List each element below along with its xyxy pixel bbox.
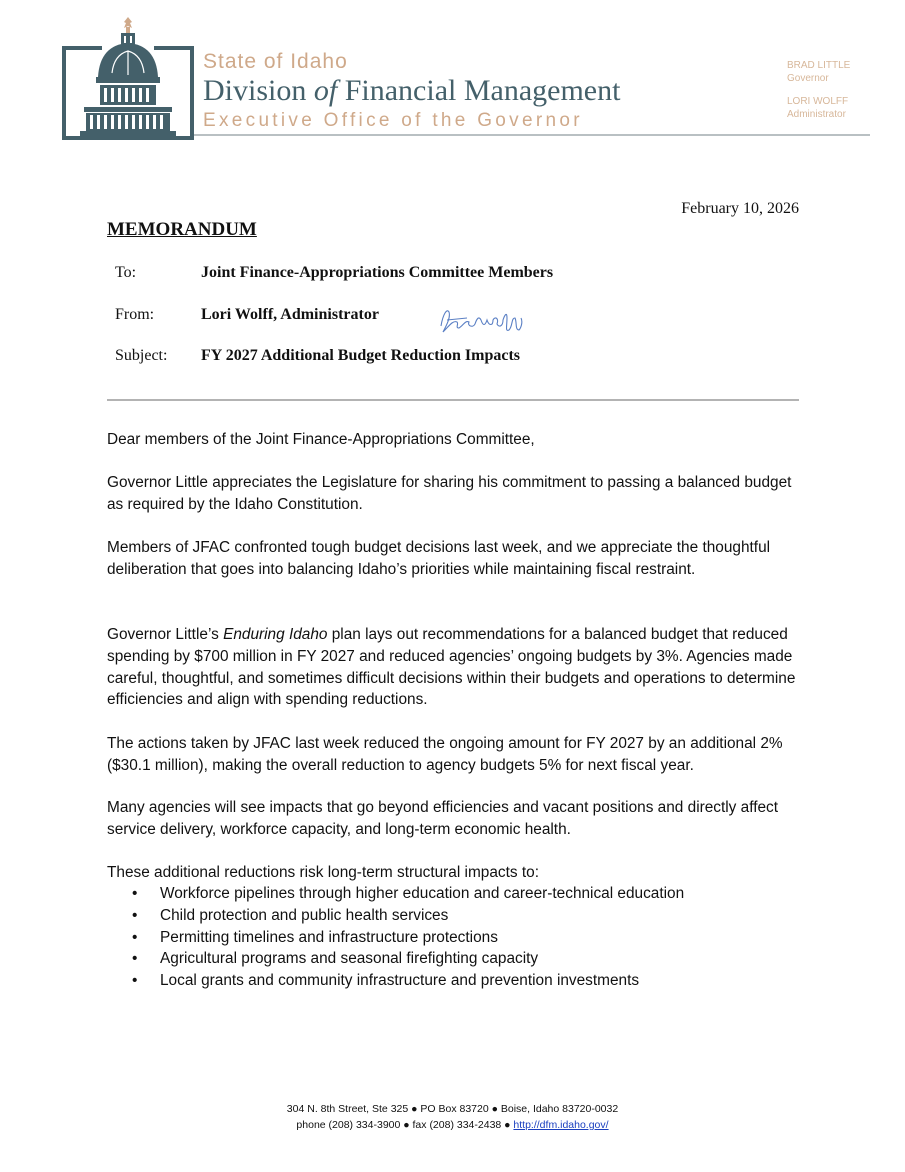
list-item: • Workforce pipelines through higher education and career-technical education [107, 883, 807, 905]
memo-date: February 10, 2026 [681, 200, 799, 217]
capitol-dome-logo [62, 15, 194, 140]
subject-label: Subject: [115, 347, 168, 364]
letterhead-rule [194, 134, 870, 136]
org-office-name: Executive Office of the Governor [203, 110, 583, 131]
administrator-title: Administrator [787, 109, 846, 120]
administrator-name: LORI WOLFF [787, 96, 849, 107]
plan-name: Enduring Idaho [223, 626, 328, 643]
header-divider [107, 399, 799, 401]
division-of: of [313, 74, 338, 107]
officials-block [787, 59, 850, 121]
memo-title: MEMORANDUM [107, 219, 257, 240]
website-link[interactable]: http://dfm.idaho.gov/ [513, 1119, 609, 1131]
subject-value: FY 2027 Additional Budget Reduction Impacts [201, 347, 520, 364]
salutation: Dear members of the Joint Finance-Appropriations Committee, [107, 431, 535, 448]
to-value: Joint Finance-Appropriations Committee Members [201, 264, 554, 281]
list-item: • Permitting timelines and infrastructure protections [107, 927, 807, 949]
paragraph-3-rest: plan lays out recommendations for a balanced budget that reduced spending by $700 million in FY 2027 and reduced agencies’ ongoing budgets by 3%. Agencies made careful, thoughtful, and sometimes difficult decisions within their budgets and operations to determine efficiencies and align with spending reductions. [107, 626, 796, 709]
footer-phone-fax: phone (208) 334-3900 ● fax (208) 334-2438 ● [296, 1119, 514, 1131]
from-label: From: [115, 306, 155, 323]
paragraph-5: Many agencies will see impacts that go beyond efficiencies and vacant positions and directly affect service delivery, workforce capacity, and long-term economic health. [107, 799, 779, 838]
governor-title: Governor [787, 73, 829, 84]
impact-list [107, 883, 807, 992]
list-item: • Child protection and public health services [107, 905, 807, 927]
list-item: • Local grants and community infrastructure and prevention investments [107, 970, 807, 992]
to-label: To: [115, 264, 137, 281]
division-pre: Division [203, 74, 314, 107]
paragraph-1: Governor Little appreciates the Legislature for sharing his commitment to passing a balanced budget as required by the Idaho Constitution. [107, 474, 792, 513]
paragraph-2: Members of JFAC confronted tough budget decisions last week, and we appreciate the thoughtful deliberation that goes into balancing Idaho’s priorities while maintaining fiscal restraint. [107, 539, 771, 578]
from-value: Lori Wolff, Administrator [201, 306, 379, 323]
handwritten-signature [437, 304, 527, 338]
governor-name: BRAD LITTLE [787, 60, 851, 71]
paragraph-3 [107, 624, 807, 711]
footer-contact [0, 1119, 905, 1131]
division-post: Financial Management [337, 74, 621, 107]
paragraph-6: These additional reductions risk long-term structural impacts to: [107, 864, 539, 881]
org-division-name [203, 74, 620, 108]
paragraph-3-start: Governor Little’s [107, 626, 224, 643]
paragraph-4: The actions taken by JFAC last week reduced the ongoing amount for FY 2027 by an additional 2% ($30.1 million), making the overall reduction to agency budgets 5% for next fiscal year. [107, 735, 783, 774]
list-item: • Agricultural programs and seasonal firefighting capacity [107, 948, 807, 970]
footer-address: 304 N. 8th Street, Ste 325 ● PO Box 83720 ● Boise, Idaho 83720-0032 [286, 1103, 619, 1115]
org-state-name: State of Idaho [203, 50, 348, 73]
